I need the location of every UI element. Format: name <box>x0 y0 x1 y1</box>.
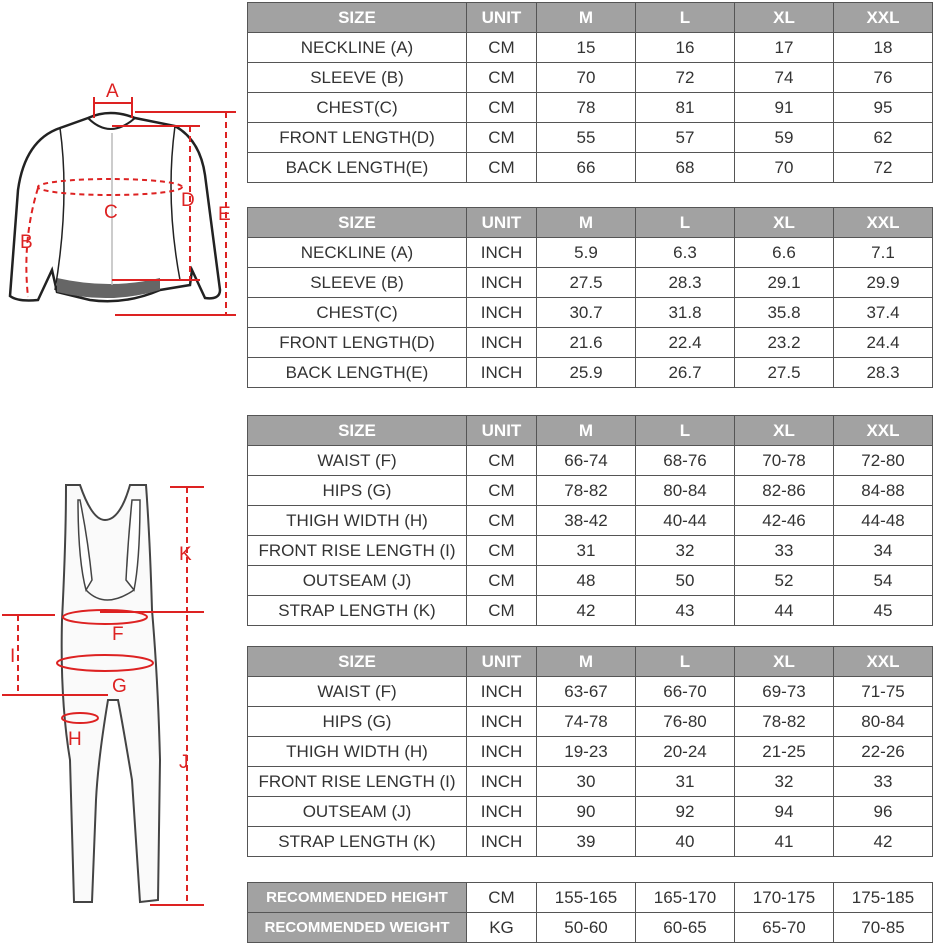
unit-cell: KG <box>467 913 537 943</box>
unit-cell: CM <box>467 566 537 596</box>
dimension-a-label: A <box>106 81 119 102</box>
recommended-row <box>248 883 933 913</box>
value-cell: 42 <box>834 827 933 857</box>
table-header-row <box>248 208 933 238</box>
value-cell: 66 <box>537 153 636 183</box>
value-cell: 175-185 <box>834 883 933 913</box>
value-cell: 27.5 <box>735 358 834 388</box>
measurement-label: CHEST(C) <box>248 93 467 123</box>
unit-cell: CM <box>467 883 537 913</box>
measurement-label: HIPS (G) <box>248 476 467 506</box>
value-cell: 21.6 <box>537 328 636 358</box>
value-cell: 91 <box>735 93 834 123</box>
value-cell: 20-24 <box>636 737 735 767</box>
value-cell: 21-25 <box>735 737 834 767</box>
value-cell: 7.1 <box>834 238 933 268</box>
table-row <box>248 446 933 476</box>
table-header-row <box>248 3 933 33</box>
recommended-row <box>248 913 933 943</box>
value-cell: 170-175 <box>735 883 834 913</box>
value-cell: 155-165 <box>537 883 636 913</box>
value-cell: 52 <box>735 566 834 596</box>
value-cell: 62 <box>834 123 933 153</box>
value-cell: 78-82 <box>735 707 834 737</box>
unit-cell: INCH <box>467 238 537 268</box>
value-cell: 30 <box>537 767 636 797</box>
value-cell: 15 <box>537 33 636 63</box>
dimension-f-label: F <box>112 624 124 645</box>
table-row <box>248 596 933 626</box>
measurement-label: FRONT LENGTH(D) <box>248 328 467 358</box>
value-cell: 23.2 <box>735 328 834 358</box>
value-cell: 54 <box>834 566 933 596</box>
unit-cell: CM <box>467 63 537 93</box>
value-cell: 6.6 <box>735 238 834 268</box>
unit-cell: INCH <box>467 707 537 737</box>
value-cell: 82-86 <box>735 476 834 506</box>
measurement-label: SLEEVE (B) <box>248 63 467 93</box>
dimension-h-label: H <box>68 729 82 750</box>
value-cell: 19-23 <box>537 737 636 767</box>
measurement-label: BACK LENGTH(E) <box>248 358 467 388</box>
table-row <box>248 566 933 596</box>
value-cell: 70 <box>537 63 636 93</box>
header-cell: SIZE <box>248 647 467 677</box>
value-cell: 68 <box>636 153 735 183</box>
header-cell: L <box>636 416 735 446</box>
measurement-label: THIGH WIDTH (H) <box>248 506 467 536</box>
table-row <box>248 298 933 328</box>
measurement-label: OUTSEAM (J) <box>248 566 467 596</box>
measurement-label: STRAP LENGTH (K) <box>248 596 467 626</box>
dimension-d-label: D <box>181 190 195 211</box>
dimension-k-label: K <box>179 544 192 565</box>
value-cell: 26.7 <box>636 358 735 388</box>
unit-cell: INCH <box>467 268 537 298</box>
value-cell: 33 <box>735 536 834 566</box>
header-cell: SIZE <box>248 416 467 446</box>
unit-cell: INCH <box>467 328 537 358</box>
value-cell: 16 <box>636 33 735 63</box>
table-row <box>248 677 933 707</box>
value-cell: 80-84 <box>636 476 735 506</box>
value-cell: 95 <box>834 93 933 123</box>
unit-cell: INCH <box>467 358 537 388</box>
table-row <box>248 476 933 506</box>
measurement-label: WAIST (F) <box>248 446 467 476</box>
unit-cell: CM <box>467 446 537 476</box>
value-cell: 165-170 <box>636 883 735 913</box>
value-cell: 35.8 <box>735 298 834 328</box>
table-row <box>248 238 933 268</box>
unit-cell: INCH <box>467 298 537 328</box>
value-cell: 72 <box>834 153 933 183</box>
header-cell: L <box>636 647 735 677</box>
dimension-e-label: E <box>218 204 231 225</box>
table-header-row <box>248 416 933 446</box>
measurement-label: WAIST (F) <box>248 677 467 707</box>
value-cell: 63-67 <box>537 677 636 707</box>
table-row <box>248 93 933 123</box>
recommended-label: RECOMMENDED HEIGHT <box>248 883 467 913</box>
value-cell: 42-46 <box>735 506 834 536</box>
header-cell: SIZE <box>248 3 467 33</box>
table-row <box>248 707 933 737</box>
value-cell: 70 <box>735 153 834 183</box>
value-cell: 18 <box>834 33 933 63</box>
header-cell: M <box>537 208 636 238</box>
dimension-c-label: C <box>104 202 118 223</box>
value-cell: 84-88 <box>834 476 933 506</box>
header-cell: XXL <box>834 3 933 33</box>
value-cell: 57 <box>636 123 735 153</box>
value-cell: 5.9 <box>537 238 636 268</box>
measurement-label: NECKLINE (A) <box>248 33 467 63</box>
unit-cell: INCH <box>467 797 537 827</box>
dimension-j-label: J <box>179 752 189 773</box>
recommended-table <box>247 882 933 943</box>
table-row <box>248 536 933 566</box>
measurement-label: CHEST(C) <box>248 298 467 328</box>
unit-cell: INCH <box>467 737 537 767</box>
header-cell: XL <box>735 3 834 33</box>
value-cell: 28.3 <box>834 358 933 388</box>
value-cell: 78-82 <box>537 476 636 506</box>
header-cell: UNIT <box>467 647 537 677</box>
value-cell: 68-76 <box>636 446 735 476</box>
value-cell: 44 <box>735 596 834 626</box>
recommended-label: RECOMMENDED WEIGHT <box>248 913 467 943</box>
value-cell: 42 <box>537 596 636 626</box>
bib-inch-table <box>247 646 933 857</box>
value-cell: 48 <box>537 566 636 596</box>
jersey-cm-table <box>247 2 933 183</box>
unit-cell: INCH <box>467 677 537 707</box>
value-cell: 41 <box>735 827 834 857</box>
value-cell: 65-70 <box>735 913 834 943</box>
value-cell: 60-65 <box>636 913 735 943</box>
measurement-label: OUTSEAM (J) <box>248 797 467 827</box>
measurement-label: HIPS (G) <box>248 707 467 737</box>
value-cell: 22.4 <box>636 328 735 358</box>
value-cell: 50 <box>636 566 735 596</box>
value-cell: 66-74 <box>537 446 636 476</box>
table-row <box>248 63 933 93</box>
jersey-inch-table <box>247 207 933 388</box>
table-header-row <box>248 647 933 677</box>
value-cell: 31 <box>636 767 735 797</box>
table-row <box>248 268 933 298</box>
measurement-label: THIGH WIDTH (H) <box>248 737 467 767</box>
unit-cell: CM <box>467 33 537 63</box>
value-cell: 76 <box>834 63 933 93</box>
value-cell: 72-80 <box>834 446 933 476</box>
measurement-label: FRONT LENGTH(D) <box>248 123 467 153</box>
table-row <box>248 358 933 388</box>
value-cell: 55 <box>537 123 636 153</box>
value-cell: 28.3 <box>636 268 735 298</box>
value-cell: 33 <box>834 767 933 797</box>
header-cell: XXL <box>834 416 933 446</box>
header-cell: M <box>537 647 636 677</box>
measurement-label: STRAP LENGTH (K) <box>248 827 467 857</box>
unit-cell: CM <box>467 596 537 626</box>
value-cell: 31.8 <box>636 298 735 328</box>
header-cell: UNIT <box>467 3 537 33</box>
table-row <box>248 767 933 797</box>
value-cell: 30.7 <box>537 298 636 328</box>
header-cell: UNIT <box>467 416 537 446</box>
value-cell: 29.1 <box>735 268 834 298</box>
value-cell: 40-44 <box>636 506 735 536</box>
table-row <box>248 123 933 153</box>
table-row <box>248 153 933 183</box>
value-cell: 38-42 <box>537 506 636 536</box>
header-cell: XXL <box>834 208 933 238</box>
header-cell: XL <box>735 416 834 446</box>
bib-outline <box>62 485 160 902</box>
unit-cell: CM <box>467 476 537 506</box>
value-cell: 32 <box>735 767 834 797</box>
value-cell: 74 <box>735 63 834 93</box>
unit-cell: CM <box>467 153 537 183</box>
value-cell: 96 <box>834 797 933 827</box>
value-cell: 40 <box>636 827 735 857</box>
table-row <box>248 33 933 63</box>
value-cell: 25.9 <box>537 358 636 388</box>
value-cell: 81 <box>636 93 735 123</box>
value-cell: 17 <box>735 33 834 63</box>
value-cell: 59 <box>735 123 834 153</box>
value-cell: 24.4 <box>834 328 933 358</box>
table-row <box>248 827 933 857</box>
value-cell: 32 <box>636 536 735 566</box>
header-cell: L <box>636 208 735 238</box>
unit-cell: CM <box>467 93 537 123</box>
value-cell: 44-48 <box>834 506 933 536</box>
value-cell: 37.4 <box>834 298 933 328</box>
dimension-g-label: G <box>112 676 127 697</box>
header-cell: UNIT <box>467 208 537 238</box>
value-cell: 70-78 <box>735 446 834 476</box>
bib-tights-diagram <box>0 475 245 915</box>
unit-cell: INCH <box>467 827 537 857</box>
measurement-label: BACK LENGTH(E) <box>248 153 467 183</box>
header-cell: XXL <box>834 647 933 677</box>
value-cell: 45 <box>834 596 933 626</box>
value-cell: 31 <box>537 536 636 566</box>
value-cell: 69-73 <box>735 677 834 707</box>
value-cell: 76-80 <box>636 707 735 737</box>
table-row <box>248 737 933 767</box>
table-row <box>248 328 933 358</box>
value-cell: 66-70 <box>636 677 735 707</box>
table-row <box>248 797 933 827</box>
unit-cell: CM <box>467 506 537 536</box>
dimension-i-label: I <box>10 646 16 667</box>
value-cell: 22-26 <box>834 737 933 767</box>
value-cell: 50-60 <box>537 913 636 943</box>
header-cell: M <box>537 3 636 33</box>
value-cell: 39 <box>537 827 636 857</box>
header-cell: XL <box>735 647 834 677</box>
value-cell: 80-84 <box>834 707 933 737</box>
unit-cell: CM <box>467 123 537 153</box>
value-cell: 71-75 <box>834 677 933 707</box>
value-cell: 6.3 <box>636 238 735 268</box>
table-row <box>248 506 933 536</box>
value-cell: 90 <box>537 797 636 827</box>
value-cell: 29.9 <box>834 268 933 298</box>
value-cell: 94 <box>735 797 834 827</box>
header-cell: SIZE <box>248 208 467 238</box>
unit-cell: CM <box>467 536 537 566</box>
value-cell: 34 <box>834 536 933 566</box>
value-cell: 27.5 <box>537 268 636 298</box>
value-cell: 78 <box>537 93 636 123</box>
bib-cm-table <box>247 415 933 626</box>
measurement-label: SLEEVE (B) <box>248 268 467 298</box>
value-cell: 74-78 <box>537 707 636 737</box>
measurement-label: FRONT RISE LENGTH (I) <box>248 767 467 797</box>
unit-cell: INCH <box>467 767 537 797</box>
header-cell: XL <box>735 208 834 238</box>
value-cell: 70-85 <box>834 913 933 943</box>
value-cell: 72 <box>636 63 735 93</box>
value-cell: 43 <box>636 596 735 626</box>
value-cell: 92 <box>636 797 735 827</box>
measurement-label: NECKLINE (A) <box>248 238 467 268</box>
dimension-b-label: B <box>20 232 33 253</box>
jersey-diagram <box>0 75 245 325</box>
measurement-label: FRONT RISE LENGTH (I) <box>248 536 467 566</box>
header-cell: M <box>537 416 636 446</box>
header-cell: L <box>636 3 735 33</box>
